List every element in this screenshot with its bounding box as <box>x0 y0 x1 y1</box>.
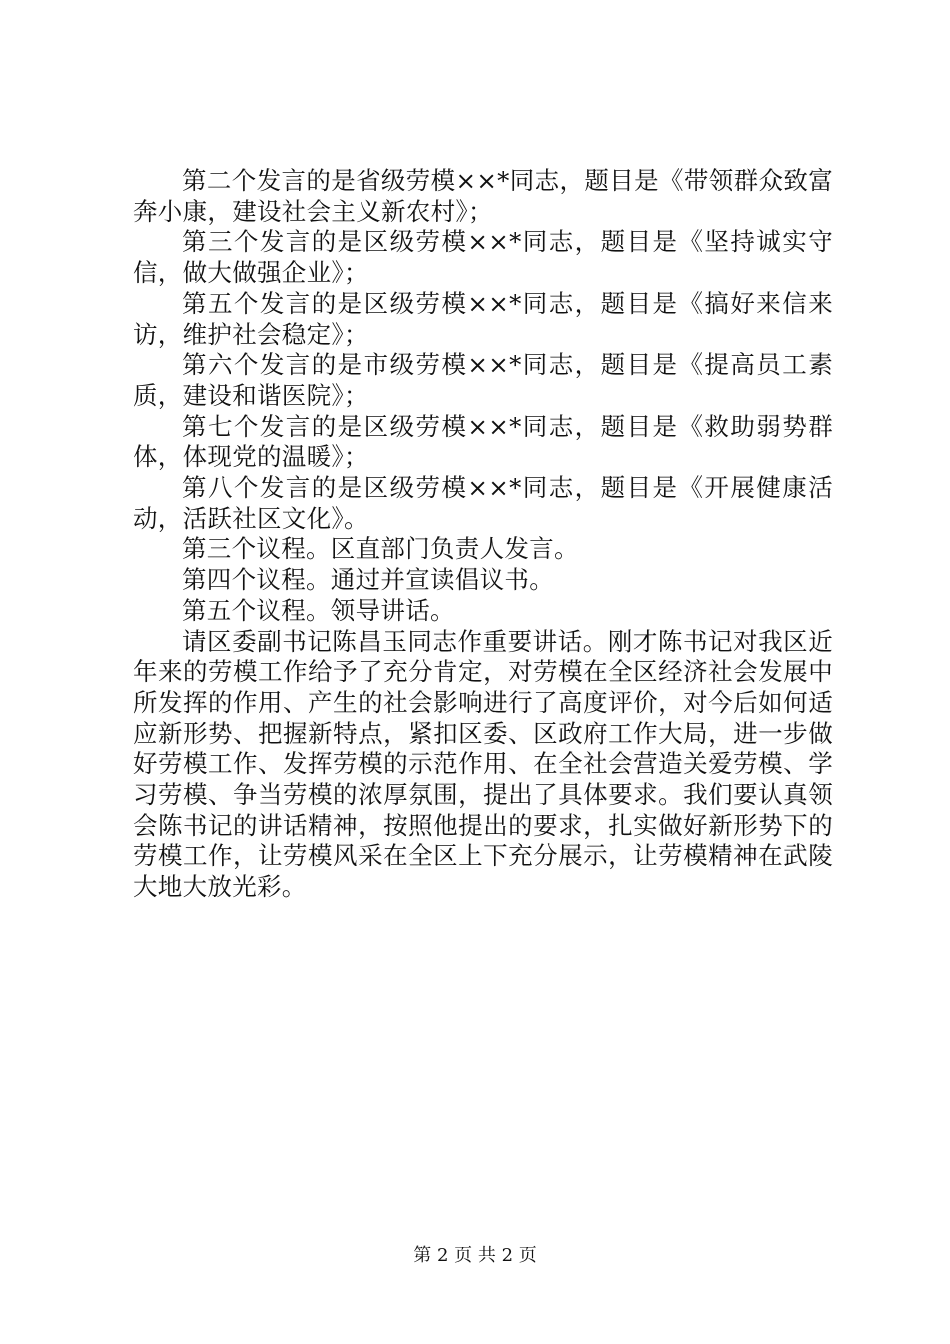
paragraph-leader-speech: 请区委副书记陈昌玉同志作重要讲话。刚才陈书记对我区近年来的劳模工作给予了充分肯定，对劳模在全区经济社会发展中所发挥的作用、产生的社会影响进行了高度评价，对今后如何适应新形势、把握新特点，紧扣区委、区政府工作大局，进一步做好劳模工作、发挥劳模的示范作用、在全社会营造关爱劳模、学习劳模、争当劳模的浓厚氛围，提出了具体要求。我们要认真领会陈书记的讲话精神，按照他提出的要求，扎实做好新形势下的劳模工作，让劳模风采在全区上下充分展示，让劳模精神在武陵大地大放光彩。 <box>133 626 833 902</box>
paragraph-speaker-7: 第七个发言的是区级劳模××*同志，题目是《救助弱势群体，体现党的温暖》； <box>133 411 833 472</box>
paragraph-speaker-5: 第五个发言的是区级劳模××*同志，题目是《搞好来信来访，维护社会稳定》； <box>133 288 833 349</box>
paragraph-speaker-3: 第三个发言的是区级劳模××*同志，题目是《坚持诚实守信，做大做强企业》； <box>133 227 833 288</box>
paragraph-speaker-2: 第二个发言的是省级劳模××*同志，题目是《带领群众致富奔小康，建设社会主义新农村》； <box>133 166 833 226</box>
paragraph-speaker-8: 第八个发言的是区级劳模××*同志，题目是《开展健康活动，活跃社区文化》。 <box>133 473 833 533</box>
page-footer: 第 2 页 共 2 页 <box>413 1245 537 1266</box>
paragraph-agenda-4: 第四个议程。通过并宣读倡议书。 <box>182 565 554 595</box>
document-body <box>133 166 833 903</box>
paragraph-agenda-5: 第五个议程。领导讲话。 <box>182 595 455 625</box>
paragraph-speaker-6: 第六个发言的是市级劳模××*同志，题目是《提高员工素质，建设和谐医院》； <box>133 350 833 410</box>
paragraph-agenda-3: 第三个议程。区直部门负责人发言。 <box>182 534 579 564</box>
